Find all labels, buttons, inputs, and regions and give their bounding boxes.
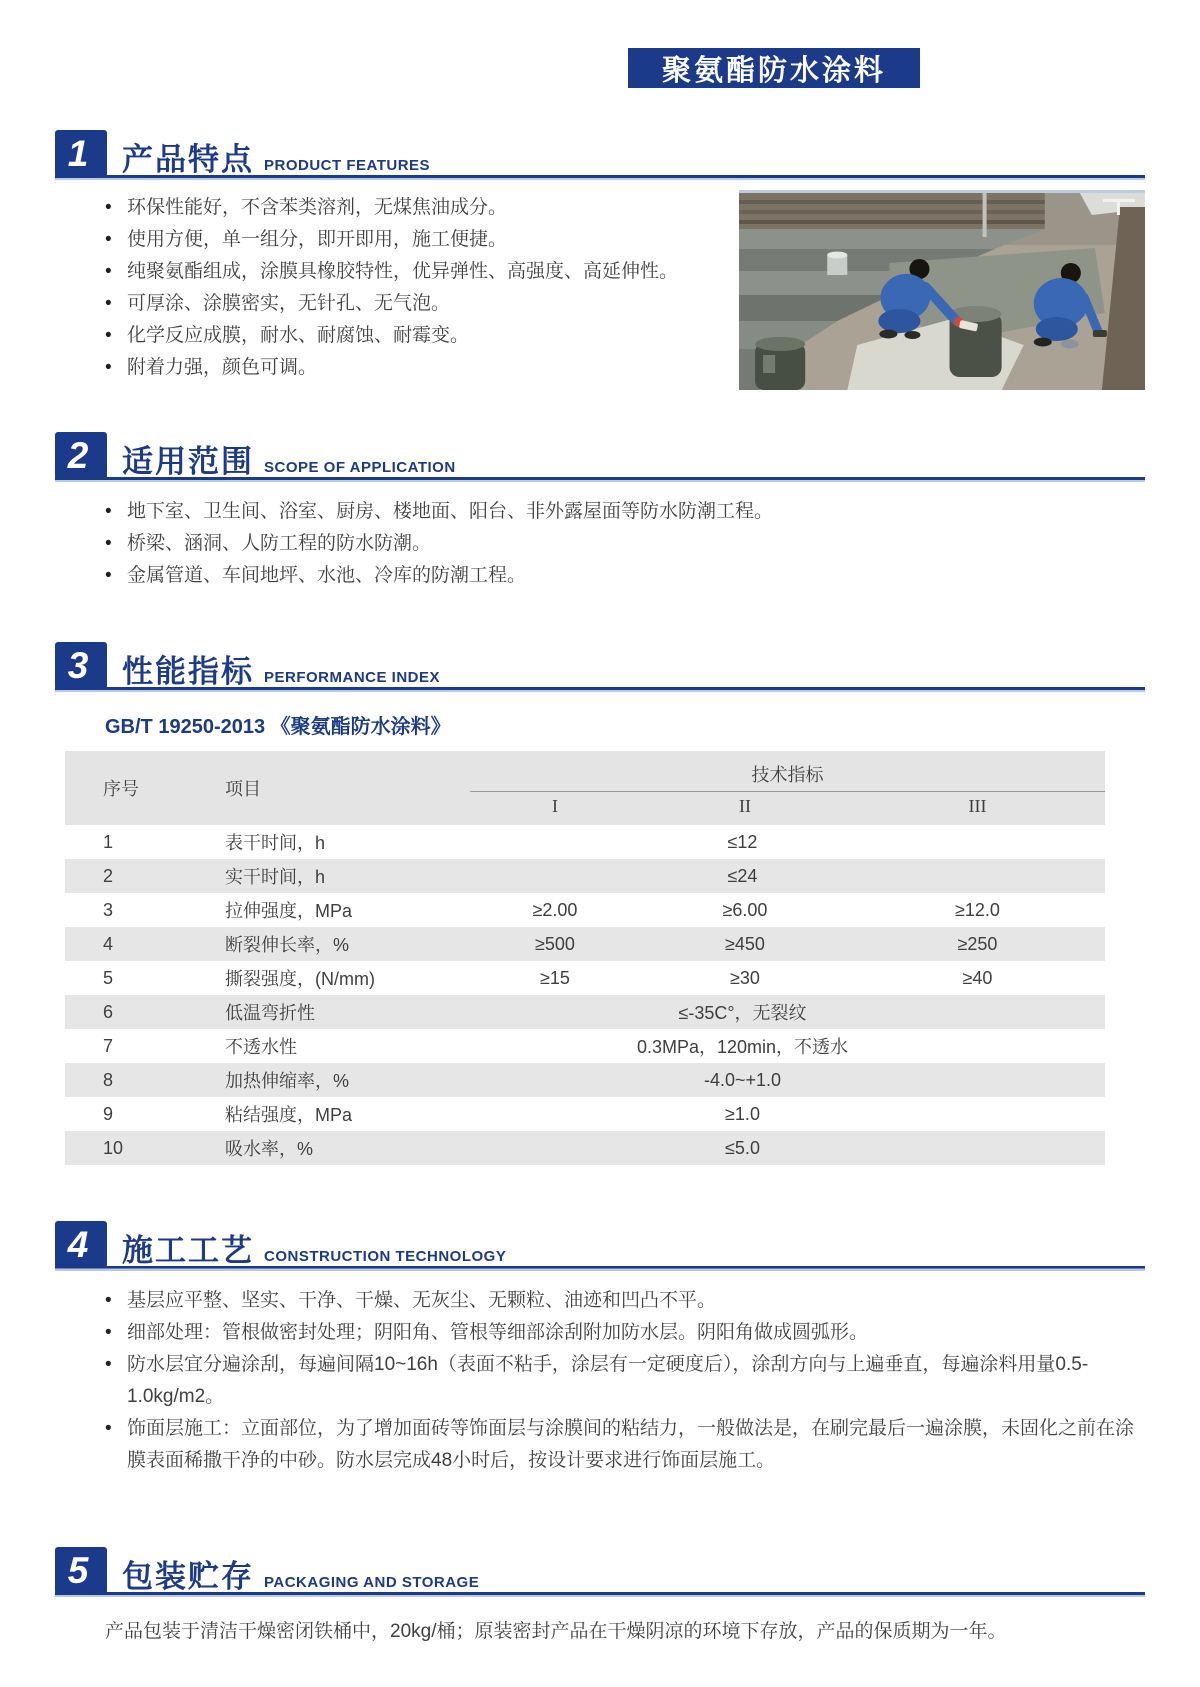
product-photo [739, 190, 1145, 390]
list-item: • 基层应平整、坚实、干净、干燥、无灰尘、无颗粒、油迹和凹凸不平。 [105, 1285, 1145, 1317]
table-row: 5 撕裂强度，(N/mm) ≥15 ≥30 ≥40 [103, 967, 993, 989]
section-scope [55, 432, 1145, 482]
section-subtitle: PERFORMANCE INDEX [264, 669, 441, 686]
list-item: • 饰面层施工：立面部位，为了增加面砖等饰面层与涂膜间的粘结力，一般做法是，在刷完最后一遍涂膜，未固化之前在涂膜表面稀撒干净的中砂。防水层完成48小时后，按设计要求进行饰面层施工。 [105, 1413, 1145, 1477]
section-construction-header [55, 1221, 1145, 1268]
section-packaging-header [55, 1547, 1145, 1594]
section-subtitle: PRODUCT FEATURES [264, 157, 431, 174]
table-row: 8 加热伸缩率，% -4.0~+1.0 [65, 1063, 1105, 1097]
list-item: • 地下室、卫生间、浴室、厨房、楼地面、阳台、非外露屋面等防水防潮工程。 [105, 496, 1200, 528]
performance-table-header [65, 751, 1105, 825]
list-item: • 细部处理：管根做密封处理；阴阳角、管根等细部涂刮附加防水层。阴阳角做成圆弧形。 [105, 1317, 1145, 1349]
section-number-badge: 2 [55, 432, 107, 479]
section-subtitle: CONSTRUCTION TECHNOLOGY [264, 1248, 507, 1265]
product-title: 聚氨酯防水涂料 [661, 54, 886, 87]
construction-bullet-list [55, 1285, 1145, 1477]
table-row: 7 不透水性 0.3MPa，120min，不透水 [103, 1035, 849, 1057]
bullet-icon [105, 224, 127, 256]
features-content [55, 180, 1145, 390]
bullet-icon [105, 560, 127, 592]
section-performance-header [55, 642, 1145, 689]
column-header-level-3: III [968, 796, 987, 816]
section-number-badge: 4 [55, 1221, 107, 1268]
section-number-badge: 5 [55, 1547, 107, 1594]
bullet-icon [105, 352, 127, 384]
section-construction [55, 1221, 1145, 1271]
list-item: • 金属管道、车间地坪、水池、冷库的防潮工程。 [105, 560, 1200, 592]
bullet-icon [105, 192, 127, 224]
list-item: • 可厚涂、涂膜密实，无针孔、无气泡。 [105, 288, 723, 320]
performance-table [65, 751, 1105, 1165]
column-header-item: 项目 [225, 779, 261, 799]
section-title: 适用范围 [122, 443, 254, 479]
section-title: 包装贮存 [122, 1558, 254, 1594]
list-item: • 防水层宜分遍涂刮，每遍间隔10~16h（表面不粘手，涂层有一定硬度后），涂刮方向与上遍垂直，每遍涂料用量0.5-1.0kg/m2。 [105, 1349, 1145, 1413]
list-item: • 化学反应成膜，耐水、耐腐蚀、耐霉变。 [105, 320, 723, 352]
section-subtitle: SCOPE OF APPLICATION [264, 459, 456, 476]
bullet-icon [105, 528, 127, 560]
table-row: 10 吸水率，% ≤5.0 [65, 1131, 1105, 1165]
bullet-icon [105, 1349, 127, 1413]
section-title: 产品特点 [122, 141, 254, 177]
roof-coating-photo-illustration [739, 193, 1145, 390]
table-row: 9 粘结强度，MPa ≥1.0 [103, 1103, 760, 1125]
table-row: 1 表干时间，h ≤12 [103, 831, 758, 853]
bullet-icon [105, 256, 127, 288]
table-row: 6 低温弯折性 ≤-35C°，无裂纹 [65, 995, 1105, 1029]
list-item: • 附着力强，颜色可调。 [105, 352, 723, 384]
list-item: • 桥梁、涵洞、人防工程的防水防潮。 [105, 528, 1200, 560]
section-performance [55, 642, 1145, 692]
section-features-header [55, 130, 1145, 177]
bullet-icon [105, 496, 127, 528]
table-row: 4 断裂伸长率，% ≥500 ≥450 ≥250 [65, 927, 1105, 961]
standard-reference: GB/T 19250-2013 《聚氨酯防水涂料》 [105, 716, 451, 738]
section-features [55, 130, 1145, 180]
list-item: • 使用方便，单一组分，即开即用，施工便捷。 [105, 224, 723, 256]
section-title: 性能指标 [122, 653, 254, 689]
section-subtitle: PACKAGING AND STORAGE [264, 1574, 480, 1591]
bullet-icon [105, 1413, 127, 1477]
bullet-icon [105, 320, 127, 352]
scope-bullet-list [55, 496, 1200, 592]
column-header-level-2: II [739, 796, 751, 816]
column-header-level-1: I [552, 796, 558, 816]
features-bullet-list [55, 192, 723, 390]
list-item: • 环保性能好，不含苯类溶剂，无煤焦油成分。 [105, 192, 723, 224]
bullet-icon [105, 1285, 127, 1317]
section-number-badge: 1 [55, 130, 107, 177]
packaging-storage-text: 产品包装于清洁干燥密闭铁桶中，20kg/桶；原装密封产品在干燥阴凉的环境下存放，产品的保质期为一年。 [105, 1621, 1007, 1642]
section-packaging [55, 1547, 1145, 1597]
table-row: 3 拉伸强度，MPa ≥2.00 ≥6.00 ≥12.0 [103, 899, 1000, 921]
bullet-icon [105, 288, 127, 320]
table-row: 2 实干时间，h ≤24 [65, 859, 1105, 893]
bullet-icon [105, 1317, 127, 1349]
section-number-badge: 3 [55, 642, 107, 689]
column-header-tech-index: 技术指标 [470, 751, 1105, 792]
section-scope-header [55, 432, 1145, 479]
column-header-no: 序号 [103, 779, 139, 799]
section-title: 施工工艺 [122, 1232, 254, 1268]
product-title-banner [628, 48, 920, 88]
list-item: • 纯聚氨酯组成，涂膜具橡胶特性，优异弹性、高强度、高延伸性。 [105, 256, 723, 288]
